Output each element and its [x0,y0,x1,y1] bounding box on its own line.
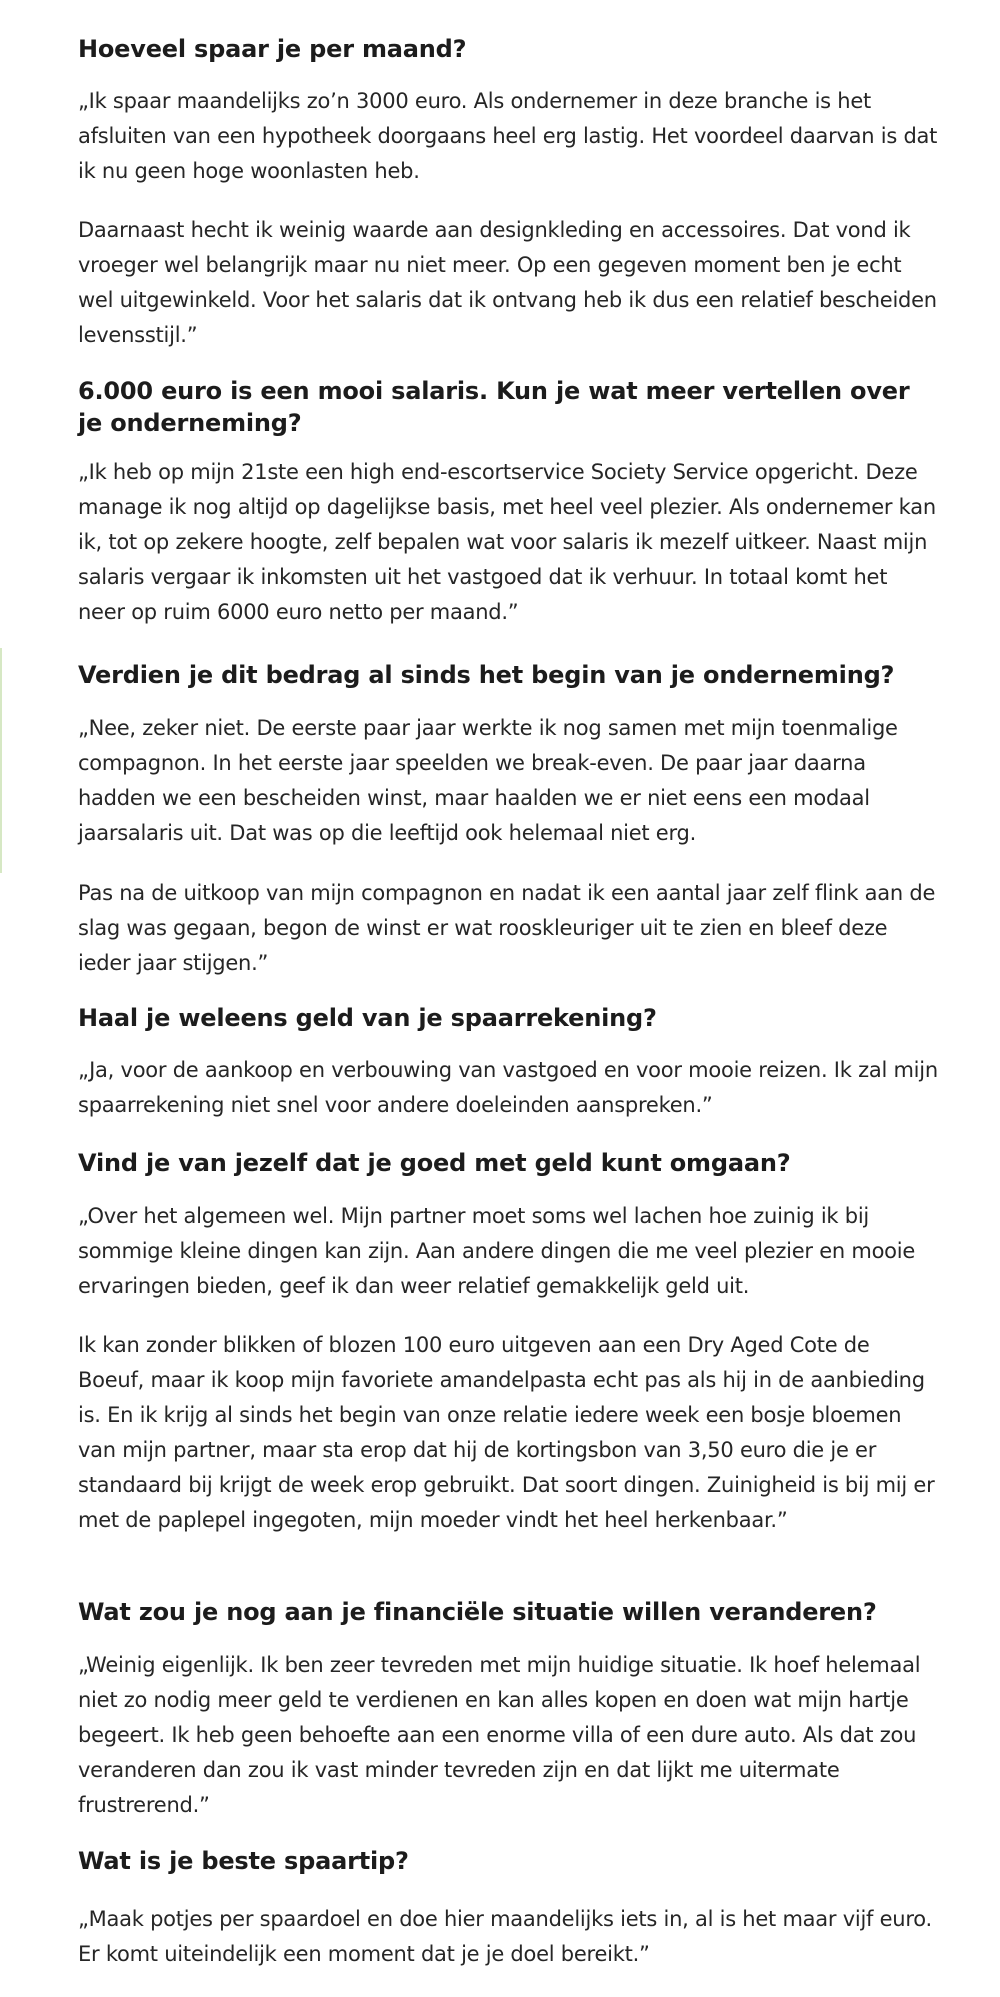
section-paragraph: „Weinig eigenlijk. Ik ben zeer tevreden met mijn huidige situatie. Ik hoef helemaal niet zo nodig meer geld te verdienen en kan alles kopen en doen wat mijn hartje begeert. Ik heb geen behoefte aan een enorme villa of een dure auto. Als dat zou veranderen dan zou ik vast minder tevreden zijn en dat lijkt me uitermate frustrerend.” [78,1653,921,1817]
section-paragraph: Pas na de uitkoop van mijn compagnon en nadat ik een aantal jaar zelf flink aan de slag was gegaan, begon de winst er wat rooskleuriger uit te zien en bleef deze ieder jaar stijgen.” [78,881,936,975]
section-paragraph: „Maak potjes per spaardoel en doe hier maandelijks iets in, al is het maar vijf euro. Er komt uiteindelijk een moment dat je je doel bereikt.” [78,1907,932,1966]
section-heading: Wat zou je nog aan je financiële situatie willen veranderen? [78,1598,877,1626]
section-paragraph: „Nee, zeker niet. De eerste paar jaar werkte ik nog samen met mijn toenmalige compagnon. In het eerste jaar speelden we break-even. De paar jaar daarna hadden we een bescheiden winst, maar haalden we er niet eens een modaal jaarsalaris uit. Dat was op die leeftijd ook helemaal niet erg. [78,716,898,845]
side-accent-bar [0,648,2,873]
section-paragraph: „Ik spaar maandelijks zo’n 3000 euro. Als ondernemer in deze branche is het afsluiten van een hypotheek doorgaans heel erg lastig. Het voordeel daarvan is dat ik nu geen hoge woonlasten heb. [78,89,938,183]
section-heading: 6.000 euro is een mooi salaris. Kun je wat meer vertellen over je onderneming? [78,377,910,437]
section-heading: Verdien je dit bedrag al sinds het begin van je onderneming? [78,661,895,689]
section-heading: Haal je weleens geld van je spaarrekening? [78,1004,657,1032]
section-paragraph: Daarnaast hecht ik weinig waarde aan designkleding en accessoires. Dat vond ik vroeger wel belangrijk maar nu niet meer. Op een gegeven moment ben je echt wel uitgewinkeld. Voor het salaris dat ik ontvang heb ik dus een relatief bescheiden levensstijl.” [78,218,937,347]
section-paragraph: „Ik heb op mijn 21ste een high end-escortservice Society Service opgericht. Deze manage ik nog altijd op dagelijkse basis, met heel veel plezier. Als ondernemer kan ik, tot op zekere hoogte, zelf bepalen wat voor salaris ik mezelf uitkeer. Naast mijn salaris vergaar ik inkomsten uit het vastgoed dat ik verhuur. In totaal komt het neer op ruim 6000 euro netto per maand.” [78,460,936,624]
section-paragraph: „Ja, voor de aankoop en verbouwing van vastgoed en voor mooie reizen. Ik zal mijn spaarrekening niet snel voor andere doeleinden aanspreken.” [78,1058,938,1117]
section-heading: Hoeveel spaar je per maand? [78,35,467,63]
section-heading: Vind je van jezelf dat je goed met geld kunt omgaan? [78,1149,791,1177]
section-paragraph: „Over het algemeen wel. Mijn partner moet soms wel lachen hoe zuinig ik bij sommige kleine dingen kan zijn. Aan andere dingen die me veel plezier en mooie ervaringen bieden, geef ik dan weer relatief gemakkelijk geld uit. [78,1204,916,1298]
section-paragraph: Ik kan zonder blikken of blozen 100 euro uitgeven aan een Dry Aged Cote de Boeuf, maar ik koop mijn favoriete amandelpasta echt pas als hij in de aanbieding is. En ik krijg al sinds het begin van onze relatie iedere week een bosje bloemen van mijn partner, maar sta erop dat hij de kortingsbon van 3,50 euro die je er standaard bij krijgt de week erop gebruikt. Dat soort dingen. Zuinigheid is bij mij er met de paplepel ingegoten, mijn moeder vindt het heel herkenbaar.” [78,1333,935,1532]
section-heading: Wat is je beste spaartip? [78,1847,409,1875]
